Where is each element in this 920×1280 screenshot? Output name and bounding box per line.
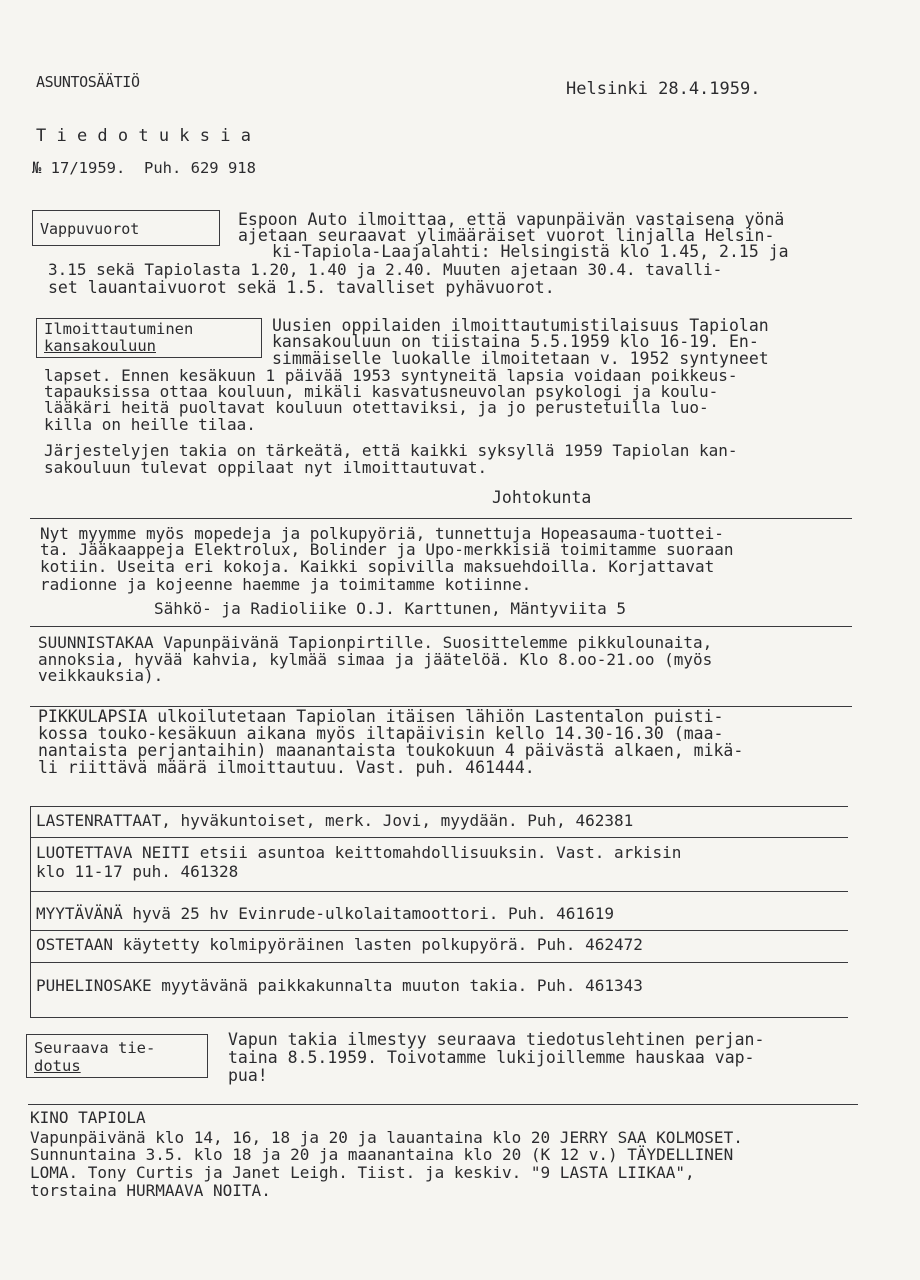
classified-divider <box>30 962 848 963</box>
mopeds-line: ta. Jääkaappeja Elektrolux, Bolinder ja Upo-merkkisiä toimitamme suoraan <box>40 540 734 559</box>
classified-myytavana: MYYTÄVÄNÄ hyvä 25 hv Evinrude-ulkolaitamoottori. Puh. 461619 <box>36 904 614 923</box>
school-line: killa on heille tilaa. <box>44 415 256 434</box>
school-line: Uusien oppilaiden ilmoittautumistilaisuus Tapiolan <box>272 316 769 335</box>
school-line: lapset. Ennen kesäkuun 1 päivää 1953 syntyneitä lapsia voidaan poikkeus- <box>44 366 738 385</box>
kino-line: Vapunpäivänä klo 14, 16, 18 ja 20 ja lauantaina klo 20 JERRY SAA KOLMOSET. <box>30 1128 743 1147</box>
classified-puhelinosake: PUHELINOSAKE myytävänä paikkakunnalta muuton takia. Puh. 461343 <box>36 976 643 995</box>
classified-divider <box>30 1017 848 1018</box>
school-line: simmäiselle luokalle ilmoitetaan v. 1952 syntyneet <box>272 349 769 368</box>
suunnistakaa-line: SUUNNISTAKAA Vapunpäivänä Tapionpirtille. Suosittelemme pikkulounaita, <box>38 633 713 652</box>
section-label-ilmoittautuminen: Ilmoittautuminen <box>44 320 194 338</box>
school-line: Järjestelyjen takia on tärkeätä, että kaikki syksyllä 1959 Tapiolan kan- <box>44 441 738 460</box>
vappu-line: Espoon Auto ilmoittaa, että vapunpäivän vastaisena yönä <box>238 210 785 229</box>
classified-lastenrattaat: LASTENRATTAAT, hyväkuntoiset, merk. Jovi, myydään. Puh, 462381 <box>36 811 634 830</box>
kino-line: torstaina HURMAAVA NOITA. <box>30 1181 271 1200</box>
classified-divider <box>30 806 848 807</box>
organization-name: ASUNTOSÄÄTIÖ <box>36 73 140 91</box>
suunnistakaa-line: annoksia, hyvää kahvia, kylmää simaa ja jäätelöä. Klo 8.oo-21.oo (myös <box>38 650 713 669</box>
suunnistakaa-line: veikkauksia). <box>38 666 164 685</box>
vappu-line: set lauantaivuorot sekä 1.5. tavalliset pyhävuorot. <box>48 278 555 297</box>
kino-heading: KINO TAPIOLA <box>30 1108 146 1127</box>
classified-divider <box>30 837 848 838</box>
next-issue-line: Vapun takia ilmestyy seuraava tiedotuslehtinen perjan- <box>228 1030 765 1049</box>
school-line: kansakouluun on tiistaina 5.5.1959 klo 16-19. En- <box>272 332 759 351</box>
kino-line: Sunnuntaina 3.5. klo 18 ja 20 ja maanantaina klo 20 (K 12 v.) TÄYDELLINEN <box>30 1145 734 1164</box>
classified-divider <box>30 891 848 892</box>
next-issue-line: pua! <box>228 1066 268 1085</box>
next-issue-line: taina 8.5.1959. Toivotamme lukijoillemme hauskaa vap- <box>228 1048 755 1067</box>
mopeds-line: radionne ja kojeenne haemme ja toimitamme kotiinne. <box>40 575 532 594</box>
classified-luotettava-neiti: LUOTETTAVA NEITI etsii asuntoa keittomahdollisuuksin. Vast. arkisin <box>36 843 682 862</box>
school-line: sakouluun tulevat oppilaat nyt ilmoittautuvat. <box>44 458 488 477</box>
school-signature: Johtokunta <box>492 488 592 507</box>
school-line: tapauksissa ottaa kouluun, mikäli kasvatusneuvolan psykologi ja koulu- <box>44 382 719 401</box>
bulletin-number-phone: № 17/1959. Puh. 629 918 <box>32 159 256 177</box>
pikkulapsia-line: kossa touko-kesäkuun aikana myös iltapäivisin kello 14.30-16.30 (maa- <box>38 724 724 743</box>
classified-ostetaan: OSTETAAN käytetty kolmipyöräinen lasten polkupyörä. Puh. 462472 <box>36 935 643 954</box>
vappu-line: ajetaan seuraavat ylimääräiset vuorot linjalla Helsin- <box>238 226 775 245</box>
ad-divider <box>30 518 852 519</box>
school-line: lääkäri heitä puoltavat kouluun otettaviksi, ja jo perustetuilla luo- <box>44 398 709 417</box>
ad-divider <box>30 626 852 627</box>
section-label-seuraava-tie: Seuraava tie- <box>34 1039 156 1057</box>
mopeds-line: Nyt myymme myös mopedeja ja polkupyöriä, tunnettuja Hopeasauma-tuottei- <box>40 524 724 543</box>
classified-luotettava-neiti: klo 11-17 puh. 461328 <box>36 862 239 881</box>
section-label-dotus: dotus <box>34 1057 81 1075</box>
vappu-line: 3.15 sekä Tapiolasta 1.20, 1.40 ja 2.40. Muuten ajetaan 30.4. tavalli- <box>48 260 723 279</box>
vappu-line: ki-Tapiola-Laajalahti: Helsingistä klo 1.45, 2.15 ja <box>272 242 789 261</box>
kino-divider <box>28 1104 858 1105</box>
section-label-vappuvuorot: Vappuvuorot <box>40 220 140 238</box>
pikkulapsia-line: li riittävä määrä ilmoittautuu. Vast. puh. 461444. <box>38 758 535 777</box>
bulletin-title: T i e d o t u k s i a <box>36 126 251 146</box>
section-label-kansakouluun: kansakouluun <box>44 337 156 355</box>
pikkulapsia-line: nantaista perjantaihin) maanantaista toukokuun 4 päivästä alkaen, mikä- <box>38 741 744 760</box>
pikkulapsia-line: PIKKULAPSIA ulkoilutetaan Tapiolan itäisen lähiön Lastentalon puisti- <box>38 707 724 726</box>
kino-line: LOMA. Tony Curtis ja Janet Leigh. Tiist. ja keskiv. "9 LASTA LIIKAA", <box>30 1163 695 1182</box>
classified-divider <box>30 930 848 931</box>
mopeds-line: kotiin. Useita eri kokoja. Kaikki sopivilla maksuehdoilla. Korjattavat <box>40 557 715 576</box>
place-and-date: Helsinki 28.4.1959. <box>566 79 761 99</box>
mopeds-signature: Sähkö- ja Radioliike O.J. Karttunen, Mäntyviita 5 <box>154 599 627 618</box>
